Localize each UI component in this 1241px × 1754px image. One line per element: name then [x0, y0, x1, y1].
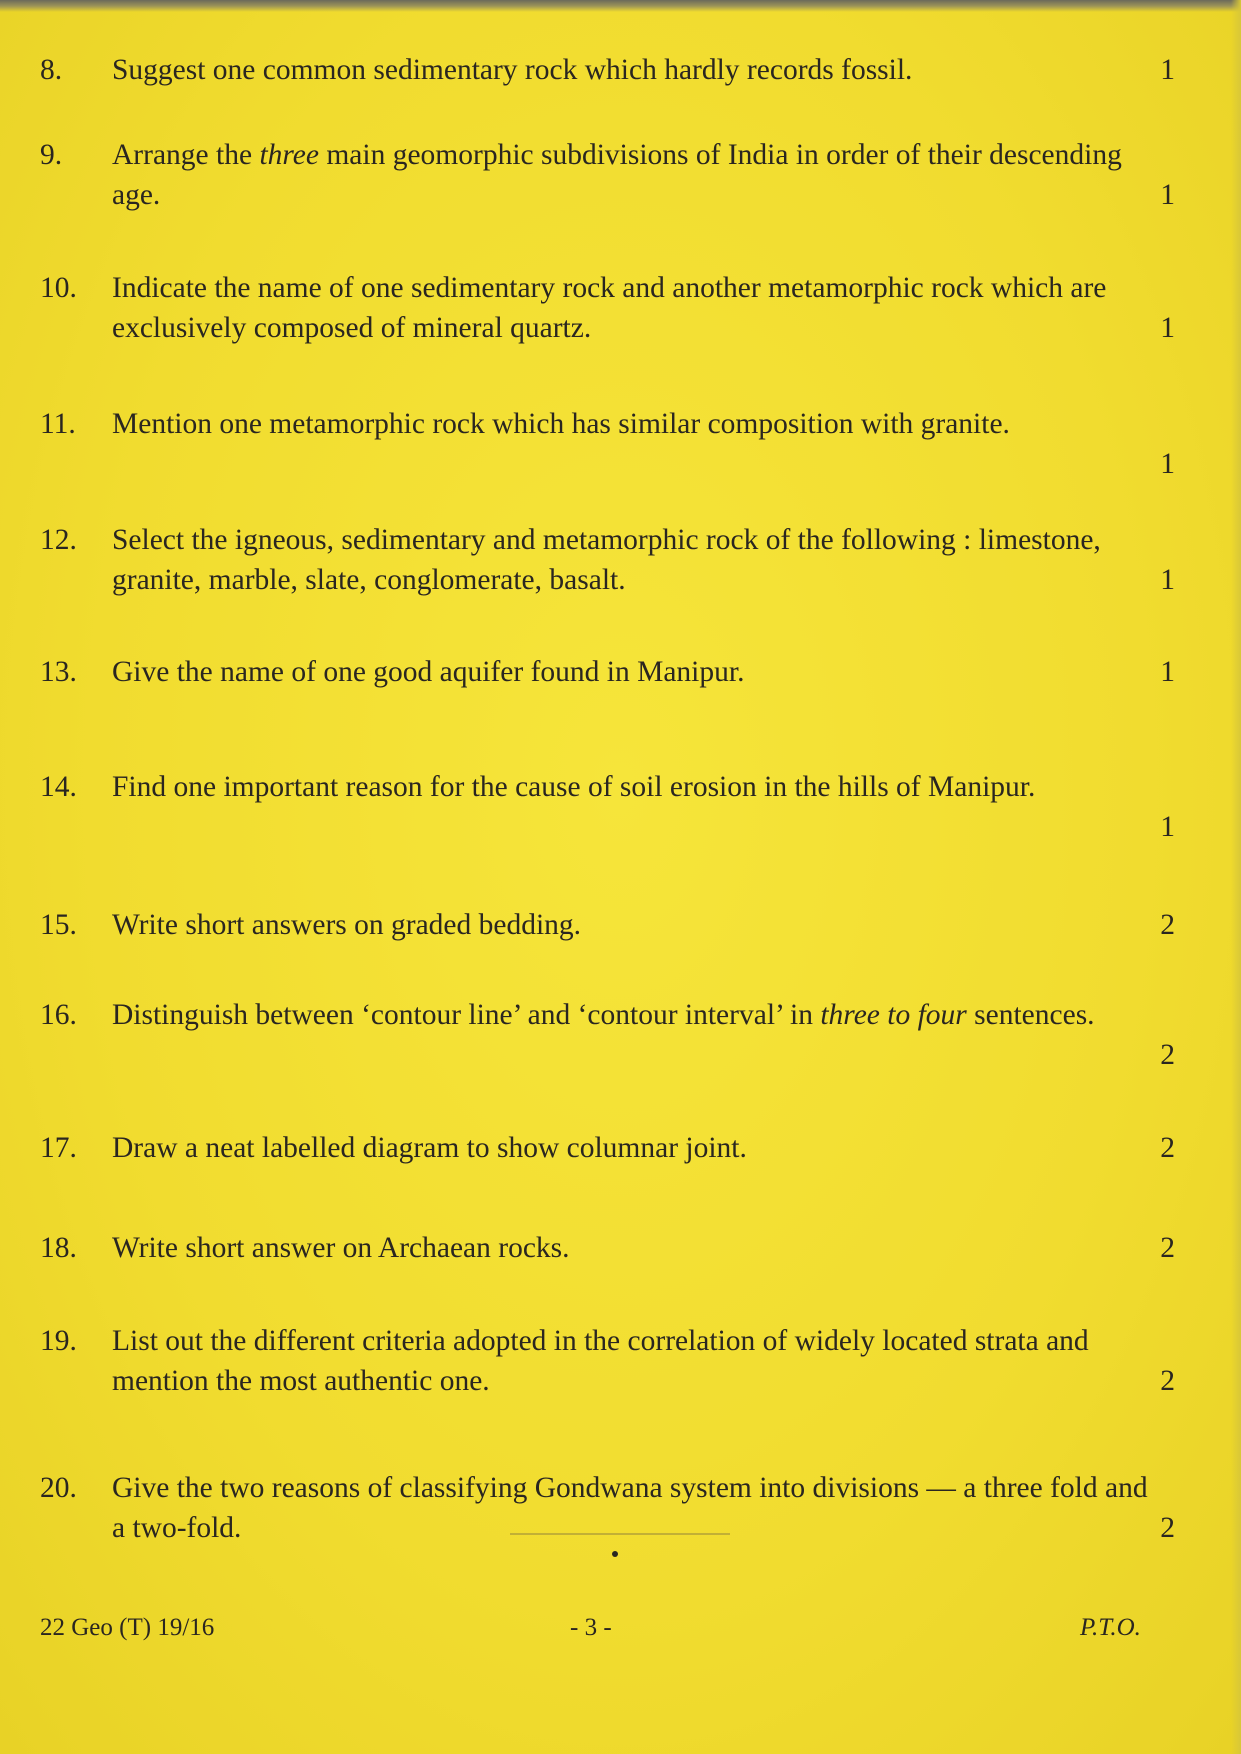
question-number: 20. [40, 1472, 77, 1504]
question-text-part: Indicate the name of one sedimentary rock and another metamorphic rock which are exclusively composed of mineral quartz. [112, 272, 1107, 344]
question-text-part: Distinguish between ‘contour line’ and ‘contour interval’ in [112, 999, 821, 1031]
question-number: 8. [40, 54, 63, 86]
question-text-part: Find one important reason for the cause of soil erosion in the hills of Manipur. [112, 771, 1036, 803]
question-text-part: Write short answer on Archaean rocks. [112, 1232, 570, 1264]
question-number: 16. [40, 999, 77, 1031]
question-text [112, 135, 1162, 215]
question-marks: 1 [1160, 656, 1175, 688]
question-text-part: Select the igneous, sedimentary and metamorphic rock of the following : limestone, granite, marble, slate, conglomerate, basalt. [112, 524, 1101, 596]
question-text-part: Arrange the [112, 139, 260, 171]
question-marks: 1 [1160, 448, 1175, 480]
question-text [112, 652, 1162, 692]
question-number: 15. [40, 909, 77, 941]
question-text-emphasis: three [259, 139, 319, 171]
question-marks: 2 [1160, 1232, 1175, 1264]
question-text-part: List out the different criteria adopted in the correlation of widely located strata and mention the most authentic one. [112, 1325, 1089, 1397]
question-text-part: Draw a neat labelled diagram to show columnar joint. [112, 1132, 747, 1164]
question-number: 13. [40, 656, 77, 688]
question-number: 17. [40, 1132, 77, 1164]
question-text [112, 905, 1162, 945]
question-text [112, 404, 1162, 444]
question-marks: 2 [1160, 1132, 1175, 1164]
question-number: 11. [40, 408, 76, 440]
question-number: 19. [40, 1325, 77, 1357]
paper-code: 22 Geo (T) 19/16 [40, 1614, 215, 1641]
question-marks: 1 [1160, 179, 1175, 211]
pto-label: P.T.O. [1080, 1614, 1141, 1641]
page-number: - 3 - [570, 1614, 612, 1641]
question-text [112, 50, 1162, 90]
end-rule [510, 1533, 730, 1535]
question-number: 10. [40, 272, 77, 304]
question-text-part: main geomorphic subdivisions of India in order of their descending age. [112, 139, 1122, 211]
question-text [112, 1128, 1162, 1168]
question-marks: 2 [1160, 909, 1175, 941]
question-text [112, 268, 1162, 348]
question-number: 14. [40, 771, 77, 803]
question-text-part: sentences. [966, 999, 1095, 1031]
question-text [112, 520, 1162, 600]
question-marks: 1 [1160, 312, 1175, 344]
question-marks: 2 [1160, 1365, 1175, 1397]
question-text-part: Give the name of one good aquifer found in Manipur. [112, 656, 745, 688]
question-marks: 1 [1160, 54, 1175, 86]
question-text [112, 1468, 1162, 1548]
question-marks: 1 [1160, 811, 1175, 843]
question-marks: 2 [1160, 1512, 1175, 1544]
end-dot [612, 1551, 618, 1557]
question-text [112, 1228, 1162, 1268]
question-text-part: Suggest one common sedimentary rock which hardly records fossil. [112, 54, 913, 86]
paper-top-edge [0, 0, 1241, 12]
question-text-part: Give the two reasons of classifying Gondwana system into divisions — a three fold and a two-fold. [112, 1472, 1148, 1544]
paper-right-edge [1231, 0, 1241, 1754]
question-number: 9. [40, 139, 63, 171]
question-text [112, 1321, 1162, 1401]
question-marks: 1 [1160, 564, 1175, 596]
question-marks: 2 [1160, 1039, 1175, 1071]
question-text-emphasis: three to four [820, 999, 967, 1031]
question-number: 18. [40, 1232, 77, 1264]
question-text-part: Write short answers on graded bedding. [112, 909, 582, 941]
question-text [112, 995, 1162, 1035]
question-text [112, 767, 1162, 807]
question-text-part: Mention one metamorphic rock which has similar composition with granite. [112, 408, 1010, 440]
question-number: 12. [40, 524, 77, 556]
